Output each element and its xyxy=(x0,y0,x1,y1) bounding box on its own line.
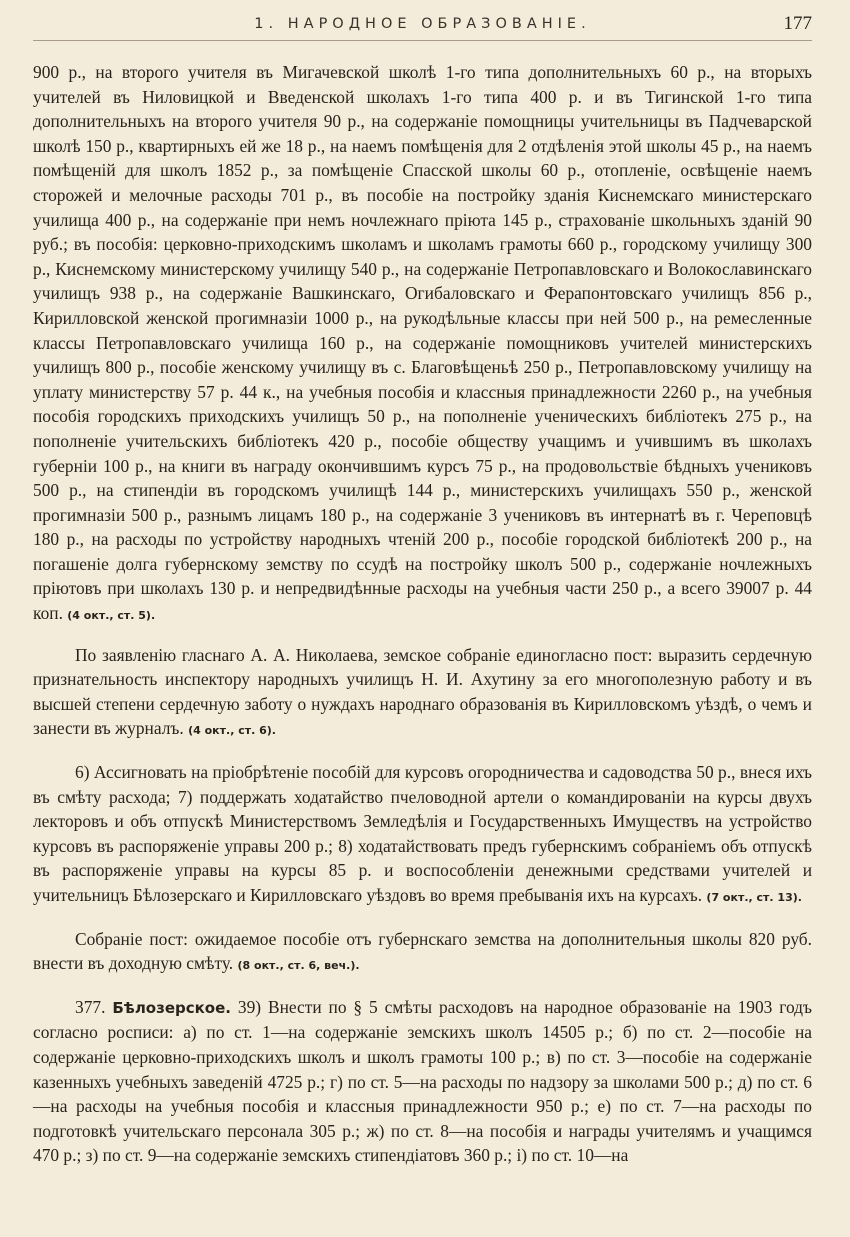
body-text xyxy=(33,60,812,1168)
section-title: 1. НАРОДНОЕ ОБРАЗОВАНІЕ. xyxy=(254,16,591,32)
paragraph-text: 6) Ассигновать на пріобрѣтеніе пособій для курсовъ огородничества и садоводства 50 р., внеся ихъ въ смѣту расхода; 7) поддержать ходатайство пчеловодной артели о командированіи на курсы двухъ лекторовъ и объ отпускѣ Министерствомъ Земледѣлія и Государственныхъ Имуществъ на устройство курсовъ въ распоряженіе управы 200 р.; 8) ходатайствовать предъ губернскимъ собраніемъ объ отпускѣ въ распоряженіе управы на курсы 85 р. и воспособленіи денежными средствами учителей и учительницъ Бѣлозерскаго и Кирилловскаго уѣздовъ во время пребыванія ихъ на курсахъ. xyxy=(33,762,812,905)
journal-reference: (8 окт., ст. 6, веч.). xyxy=(237,959,360,973)
paragraph-courses xyxy=(33,760,812,911)
paragraph-section-377 xyxy=(33,995,812,1168)
header-rule xyxy=(33,40,812,41)
journal-reference: (4 окт., ст. 6). xyxy=(188,724,276,738)
journal-reference: (7 окт., ст. 13). xyxy=(706,891,802,904)
paragraph-resolution xyxy=(33,643,812,744)
paragraph-text: 900 р., на второго учителя въ Мигачевской школѣ 1-го типа дополнительныхъ 60 р., на вторыхъ учителей въ Ниловицкой и Введенской школахъ 1-го типа 400 р. и въ Тигинской 1-го типа дополнительныхъ на второго учителя 90 р., на содержаніе помощницы учительницы въ Падчеварской школѣ 150 р., квартирныхъ ей же 18 р., на наемъ помѣщенія для 2 отдѣленія этой школы 45 р., на наемъ помѣщеній для школъ 1852 р., за помѣщеніе Спасской школы 60 р., отопленіе, освѣщеніе наемъ сторожей и мелочные расходы 701 р., въ пособіе на постройку зданія Киснемскаго министерскаго училища 400 р., на содержаніе при немъ ночлежнаго пріюта 145 р., страхованіе школьныхъ зданій 90 руб.; въ пособія: церковно-приходскимъ школамъ и школамъ грамоты 660 р., городскому училищу 300 р., Киснемскому министерскому училищу 540 р., на содержаніе Петропавловскаго и Волокославинскаго училищъ 938 р., на содержаніе Вашкинскаго, Огибаловскаго и Ферапонтовскаго училищъ 856 р., Кирилловской женской прогимназіи 1000 р., на рукодѣльные классы при ней 500 р., на ремесленные классы Петропавловскаго училища 160 р., на содержаніе помощниковъ учителей министерскихъ училищъ 800 р., пособіе женскому училищу въ с. Благовѣщеньѣ 250 р., Петропавловскому училищу на уплату министерству 57 р. 44 к., на учебныя пособія и классныя принадлежности 2260 р., на учебныя пособія городскихъ приходскихъ училищъ 50 р., на пополненіе ученическихъ библіотекъ 275 р., на пополненіе учительскихъ библіотекъ 420 р., пособіе обществу учащимъ и учившимъ въ школахъ губерніи 100 р., на книги въ награду окончившимъ курсъ 75 р., на продовольствіе бѣдныхъ учениковъ 500 р., на стипендіи въ городскомъ училищѣ 144 р., министерскихъ училищахъ 550 р., женской прогимназіи 500 р., разнымъ лицамъ 180 р., на содержаніе 3 учениковъ въ интернатѣ въ г. Череповцѣ 180 р., на расходы по устройству народныхъ чтеній 200 р., пособіе городской библіотекѣ 200 р., на погашеніе долга губернскому земству по ссудѣ на постройку школъ 500 р., содержаніе ночлежныхъ пріютовъ при школахъ 130 р. и непредвидѣнные расходы на учебныя части 250 р., а всего 39007 р. 44 коп. xyxy=(33,62,812,624)
page-number: 177 xyxy=(783,13,812,34)
section-heading: Бѣлозерское. xyxy=(112,998,231,1017)
running-header xyxy=(33,0,812,42)
paragraph-continued xyxy=(33,60,812,629)
paragraph-text: Собраніе пост: ожидаемое пособіе отъ губернскаго земства на дополнительныя школы 820 руб. внести въ доходную смѣту. xyxy=(33,928,812,974)
journal-reference: (4 окт., ст. 5). xyxy=(67,609,156,623)
paragraph-text: 39) Внести по § 5 смѣты расходовъ на народное образованіе на 1903 годъ согласно росписи: а) по ст. 1—на содержаніе земскихъ школъ 14505 р.; б) по ст. 2—пособіе на содержаніе церковно-приходскихъ школъ и школъ грамоты 100 р.; в) по ст. 3—пособіе на содержаніе казенныхъ учебныхъ заведеній 4725 р.; г) по ст. 5—на расходы по надзору за школами 500 р.; д) по ст. 6—на расходы на учебныя пособія и классныя принадлежности 950 р.; е) по ст. 7—на расходы по подготовкѣ учительскаго персонала 305 р.; ж) по ст. 8—на пособія и награды учителямъ и учащимся 470 р.; з) по ст. 9—на содержаніе земскихъ стипендіатовъ 360 р.; і) по ст. 10—на xyxy=(33,996,812,1166)
section-number: 377. xyxy=(75,996,106,1017)
paragraph-text: По заявленію гласнаго А. А. Николаева, земское собраніе единогласно пост: выразить сердечную признательность инспектору народныхъ училищъ Н. И. Ахутину за его многополезную работу и въ высшей степени сердечную заботу о нуждахъ народнаго образованія въ Кирилловскомъ уѣздѣ, о чемъ и занести въ журналъ. xyxy=(33,644,812,739)
paragraph-subsidy xyxy=(33,927,812,979)
